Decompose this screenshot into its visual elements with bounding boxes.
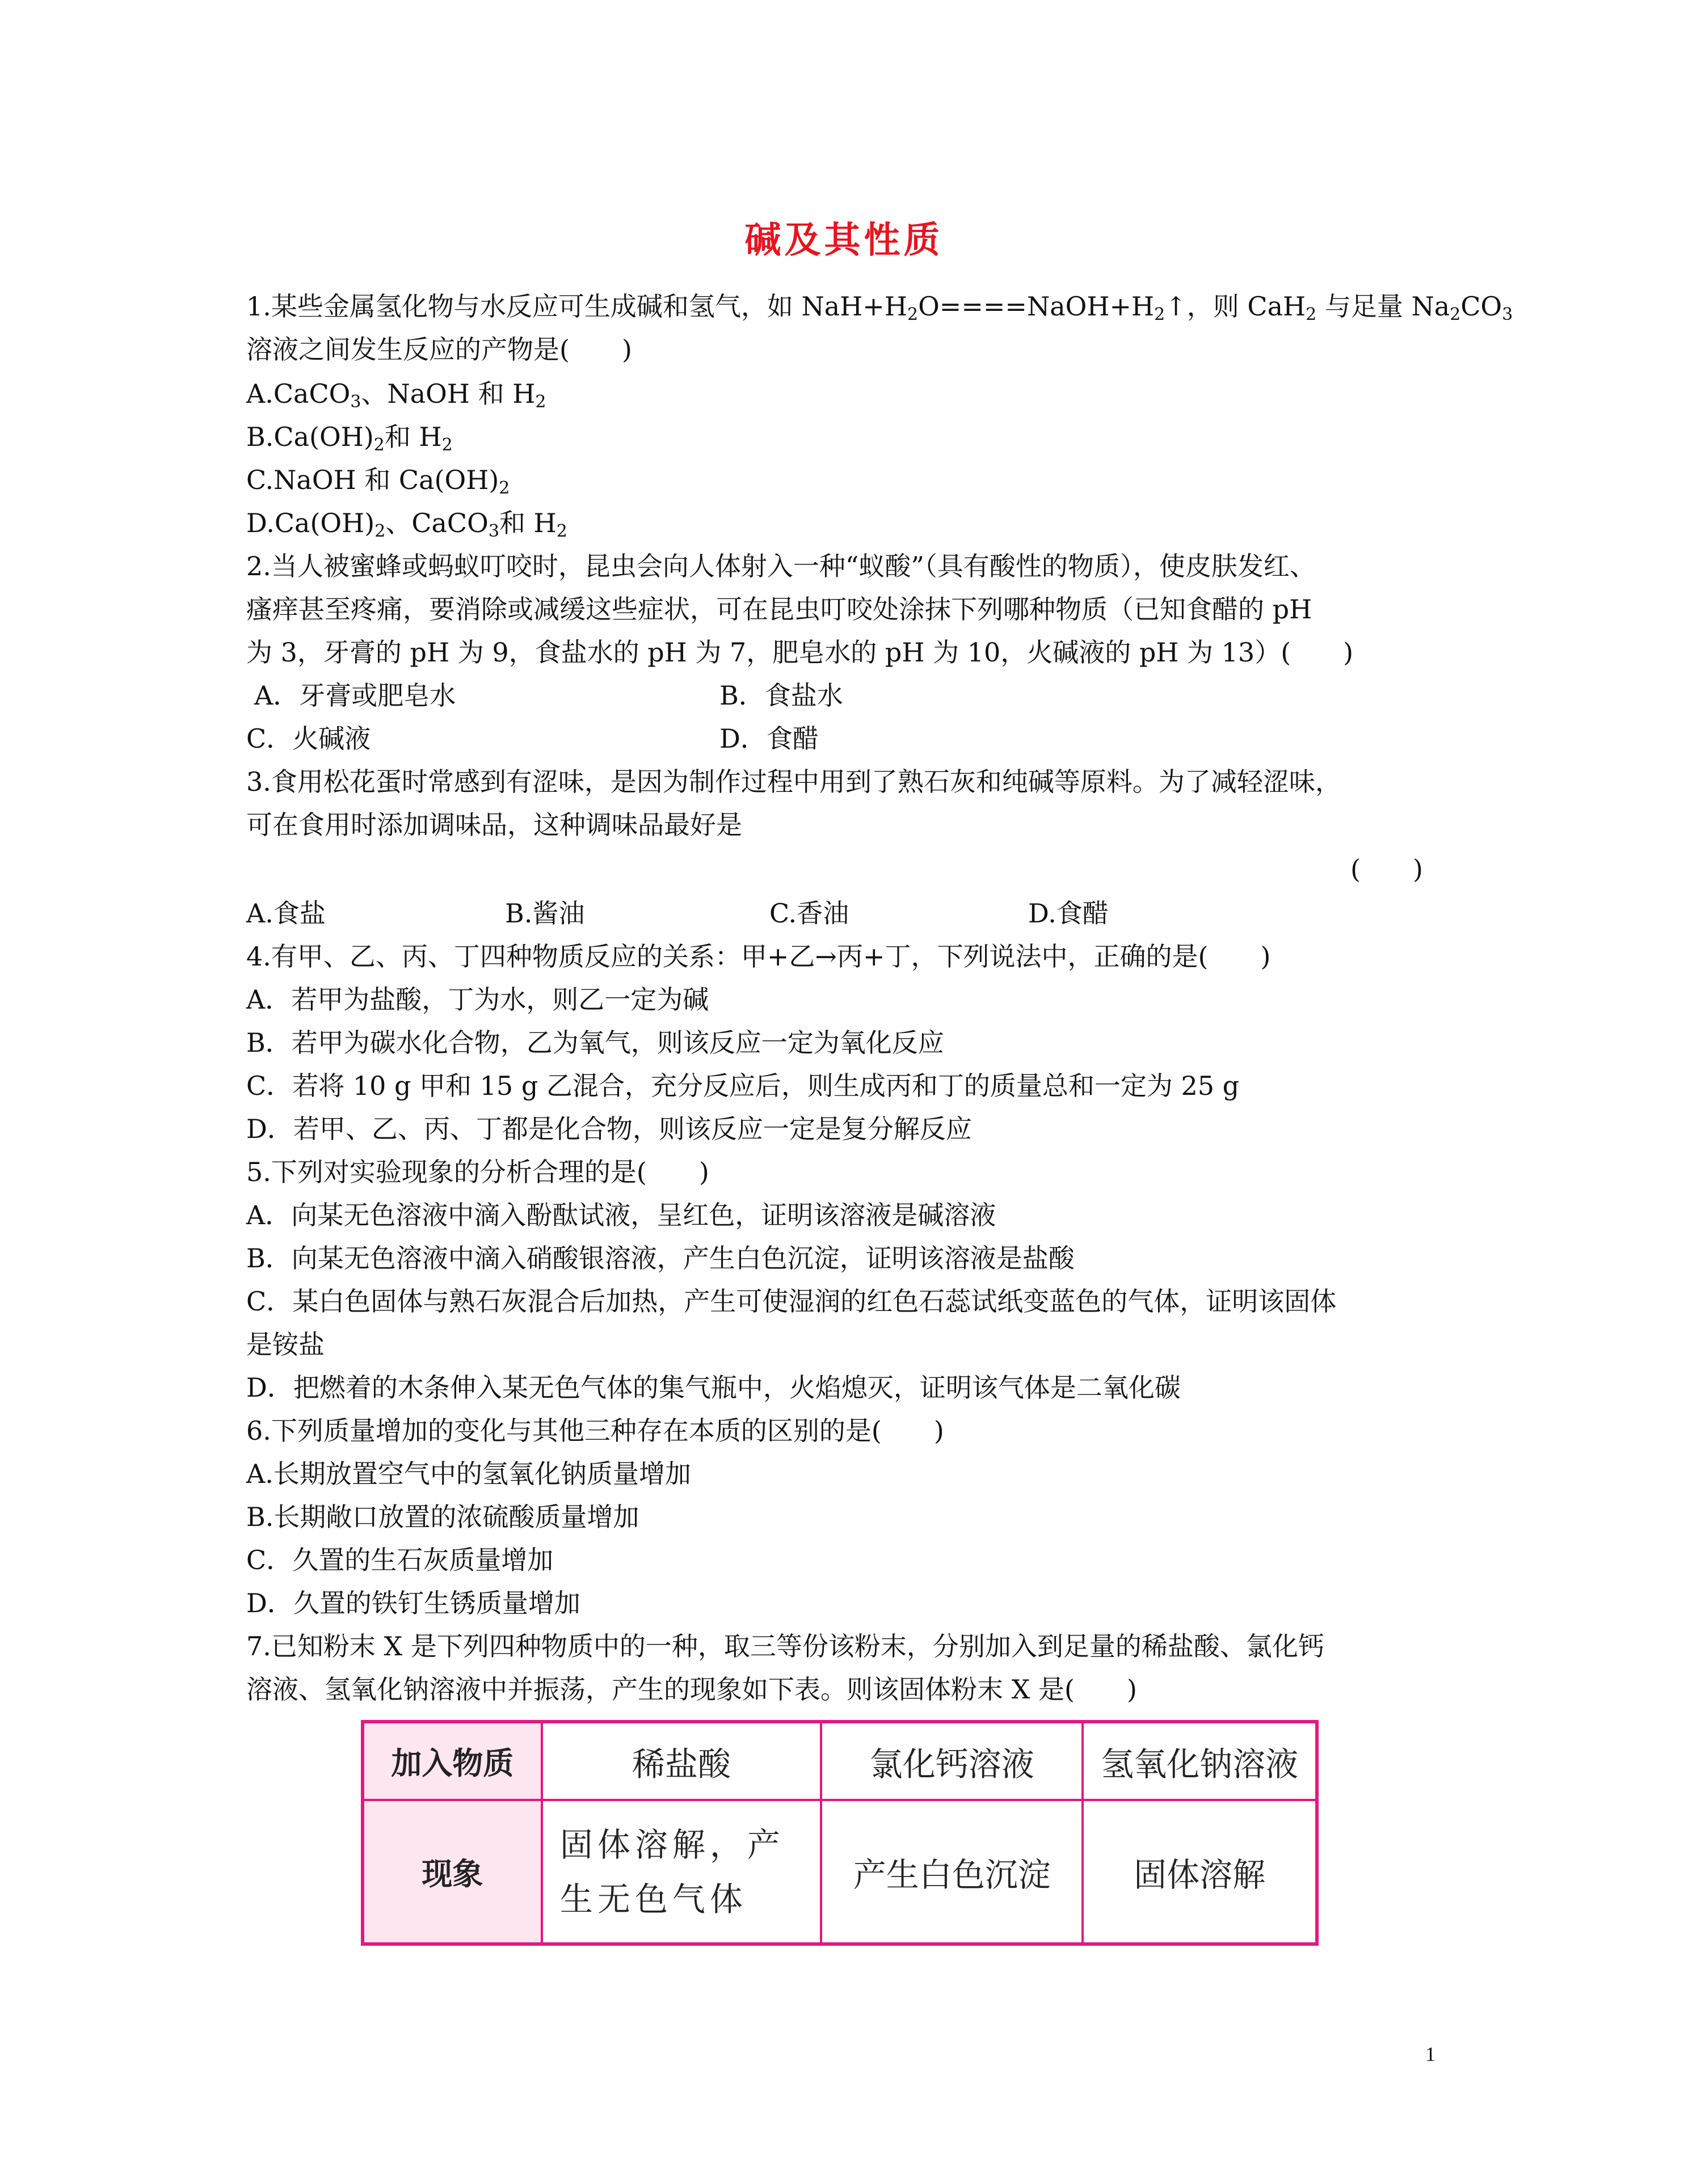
question-7-line-2: 溶液、氢氧化钠溶液中并振荡，产生的现象如下表。则该固体粉末 X 是( ) (246, 1674, 1137, 1705)
question-2-line-1: 2.当人被蜜蜂或蚂蚁叮咬时，昆虫会向人体射入一种“蚁酸”（具有酸性的物质），使皮肤发红、 (246, 551, 1316, 581)
table-header-row (363, 1722, 1317, 1800)
question-6-option-d[interactable]: D．久置的铁钉生锈质量增加 (246, 1588, 580, 1618)
question-6-option-c[interactable]: C．久置的生石灰质量增加 (246, 1545, 554, 1575)
question-1-option-a[interactable]: A.CaCO$_3$、NaOH 和 $H_2$ (246, 378, 546, 412)
question-6-line-1: 6.下列质量增加的变化与其他三种存在本质的区别的是( ) (246, 1415, 944, 1446)
question-5-line-1: 5.下列对实验现象的分析合理的是( ) (246, 1157, 709, 1187)
page-number: 1 (1425, 2043, 1436, 2065)
question-3-option-d[interactable]: D.食醋 (1028, 898, 1109, 929)
question-6-option-a[interactable]: A.长期放置空气中的氢氧化钠质量增加 (246, 1458, 691, 1489)
question-3-answer-bracket: ( ) (1350, 854, 1423, 884)
question-4-option-a[interactable]: A．若甲为盐酸，丁为水，则乙一定为碱 (246, 984, 709, 1015)
question-3-option-b[interactable]: B.酱油 (505, 898, 585, 929)
table-row-label: 现象 (363, 1800, 542, 1944)
question-1-option-b[interactable]: $B.Ca(OH)_2$和 $H_2$ (246, 421, 453, 455)
table-row (363, 1800, 1317, 1944)
observation-table (361, 1720, 1319, 1946)
question-2-option-c[interactable]: C．火碱液 (246, 723, 371, 754)
table-cell: 产生白色沉淀 (821, 1800, 1083, 1944)
question-4-option-d[interactable]: D．若甲、乙、丙、丁都是化合物，则该反应一定是复分解反应 (246, 1114, 972, 1144)
table-cell: 固体溶解，产生无色气体 (542, 1800, 821, 1944)
question-7-line-1: 7.已知粉末 X 是下列四种物质中的一种，取三等份该粉末，分别加入到足量的稀盐酸、氯化钙 (246, 1631, 1324, 1662)
question-4-option-c[interactable]: C．若将 10 g 甲和 15 g 乙混合，充分反应后，则生成丙和丁的质量总和一定为 25 g (246, 1070, 1240, 1101)
question-1-line-2: 溶液之间发生反应的产物是( ) (246, 334, 632, 365)
question-1-option-d[interactable]: $D.Ca(OH)_2$、CaCO$_3$和 $H_2$ (246, 508, 567, 541)
question-1-option-c[interactable]: C.NaOH 和 $Ca(OH)_2$ (246, 465, 510, 498)
page-title: 碱及其性质 (744, 219, 944, 262)
question-5-option-a[interactable]: A．向某无色溶液中滴入酚酞试液，呈红色，证明该溶液是碱溶液 (246, 1200, 996, 1230)
table-cell: 固体溶解 (1083, 1800, 1317, 1944)
table-header-cell: 氢氧化钠溶液 (1083, 1722, 1317, 1800)
question-2-line-2: 瘙痒甚至疼痛，要消除或减缓这些症状，可在昆虫叮咬处涂抹下列哪种物质（已知食醋的 pH (246, 594, 1312, 625)
question-2-option-b[interactable]: B．食盐水 (719, 680, 843, 711)
question-5-option-c-cont: 是铵盐 (246, 1329, 325, 1360)
question-2-option-d[interactable]: D．食醋 (719, 723, 819, 754)
question-4-option-b[interactable]: B．若甲为碳水化合物，乙为氧气，则该反应一定为氧化反应 (246, 1027, 944, 1058)
table-header-cell: 稀盐酸 (542, 1722, 821, 1800)
question-6-option-b[interactable]: B.长期敞口放置的浓硫酸质量增加 (246, 1502, 639, 1532)
question-5-option-c[interactable]: C．某白色固体与熟石灰混合后加热，产生可使湿润的红色石蕊试纸变蓝色的气体，证明该固体 (246, 1286, 1337, 1317)
question-1-line-1: 1.某些金属氢化物与水反应可生成碱和氢气，如 $NaH+H_2O====NaOH+H_2↑$，则 CaH$_2$ 与足量 $Na_2CO_3$ (246, 291, 1513, 324)
question-2-line-3: 为 3，牙膏的 pH 为 9，食盐水的 pH 为 7，肥皂水的 pH 为 10，火碱液的 pH 为 13）( ) (246, 637, 1354, 668)
question-5-option-b[interactable]: B．向某无色溶液中滴入硝酸银溶液，产生白色沉淀，证明该溶液是盐酸 (246, 1243, 1075, 1274)
question-3-option-a[interactable]: A.食盐 (246, 898, 326, 929)
question-2-option-a[interactable]: A．牙膏或肥皂水 (254, 680, 456, 711)
question-3-line-2: 可在食用时添加调味品，这种调味品最好是 (246, 809, 742, 840)
table-header-cell: 氯化钙溶液 (821, 1722, 1083, 1800)
question-3-line-1: 3.食用松花蛋时常感到有涩味，是因为制作过程中用到了熟石灰和纯碱等原料。为了减轻涩味， (246, 766, 1341, 797)
question-4-line-1: 4.有甲、乙、丙、丁四种物质反应的关系：甲+乙→丙+丁，下列说法中，正确的是( ) (246, 941, 1271, 972)
question-3-option-c[interactable]: C.香油 (769, 898, 849, 929)
question-5-option-d[interactable]: D．把燃着的木条伸入某无色气体的集气瓶中，火焰熄灭，证明该气体是二氧化碳 (246, 1372, 1181, 1403)
table-header-cell: 加入物质 (363, 1722, 542, 1800)
